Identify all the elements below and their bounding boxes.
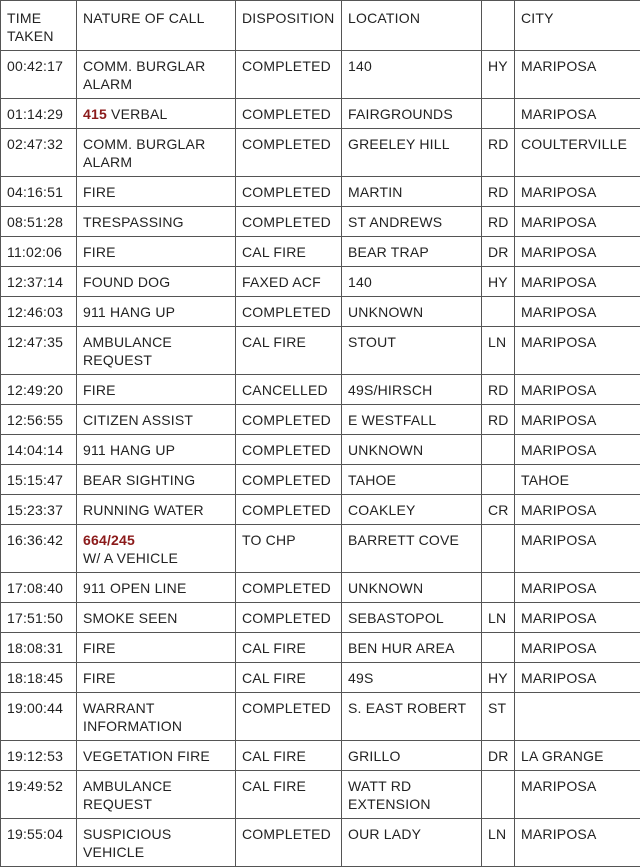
cell-nature-of-call xyxy=(77,633,236,663)
nature-text: FIRE xyxy=(83,640,116,656)
header-suffix xyxy=(482,1,515,51)
cell-nature-of-call xyxy=(77,297,236,327)
cell-nature-of-call xyxy=(77,51,236,99)
cell-suffix: DR xyxy=(482,237,515,267)
cell-nature-of-call xyxy=(77,819,236,867)
cell-nature-of-call xyxy=(77,177,236,207)
cell-location: BEAR TRAP xyxy=(342,237,482,267)
cell-nature-of-call xyxy=(77,573,236,603)
cell-location: GRILLO xyxy=(342,741,482,771)
cell-suffix: RD xyxy=(482,129,515,177)
cell-city: LA GRANGE xyxy=(515,741,640,771)
penal-code: 664/245 xyxy=(83,532,135,548)
cell-time-taken: 01:14:29 xyxy=(1,99,77,129)
cell-time-taken: 12:47:35 xyxy=(1,327,77,375)
cell-nature-of-call xyxy=(77,603,236,633)
cell-city: MARIPOSA xyxy=(515,525,640,573)
header-city: CITY xyxy=(515,1,640,51)
table-row xyxy=(1,207,640,237)
cell-disposition: COMPLETED xyxy=(236,435,342,465)
cell-nature-of-call xyxy=(77,207,236,237)
table-row xyxy=(1,465,640,495)
cell-location: TAHOE xyxy=(342,465,482,495)
cell-nature-of-call xyxy=(77,327,236,375)
cell-city: MARIPOSA xyxy=(515,573,640,603)
table-row xyxy=(1,237,640,267)
nature-text: COMM. BURGLAR ALARM xyxy=(83,58,205,92)
cell-suffix xyxy=(482,633,515,663)
cell-suffix: RD xyxy=(482,177,515,207)
cell-disposition: COMPLETED xyxy=(236,51,342,99)
nature-text: VERBAL xyxy=(107,106,168,122)
cell-city: MARIPOSA xyxy=(515,819,640,867)
cell-location: ST ANDREWS xyxy=(342,207,482,237)
cell-city: MARIPOSA xyxy=(515,51,640,99)
cell-city: MARIPOSA xyxy=(515,405,640,435)
cell-nature-of-call xyxy=(77,693,236,741)
cell-time-taken: 12:46:03 xyxy=(1,297,77,327)
cell-location: 140 xyxy=(342,51,482,99)
cell-disposition: CAL FIRE xyxy=(236,237,342,267)
cell-disposition: COMPLETED xyxy=(236,297,342,327)
cell-location: STOUT xyxy=(342,327,482,375)
cell-nature-of-call xyxy=(77,663,236,693)
cell-suffix xyxy=(482,435,515,465)
header-disposition: DISPOSITION xyxy=(236,1,342,51)
cell-disposition: COMPLETED xyxy=(236,693,342,741)
cell-suffix xyxy=(482,297,515,327)
cell-time-taken: 19:49:52 xyxy=(1,771,77,819)
cell-city: COULTERVILLE xyxy=(515,129,640,177)
cell-location: E WESTFALL xyxy=(342,405,482,435)
cell-time-taken: 12:37:14 xyxy=(1,267,77,297)
cell-nature-of-call xyxy=(77,129,236,177)
nature-text: TRESPASSING xyxy=(83,214,184,230)
cell-disposition: COMPLETED xyxy=(236,465,342,495)
cell-city: MARIPOSA xyxy=(515,267,640,297)
cell-location: UNKNOWN xyxy=(342,573,482,603)
cell-suffix xyxy=(482,525,515,573)
cell-location: 49S xyxy=(342,663,482,693)
cell-time-taken: 18:18:45 xyxy=(1,663,77,693)
cell-time-taken: 08:51:28 xyxy=(1,207,77,237)
cell-time-taken: 19:12:53 xyxy=(1,741,77,771)
nature-text: FIRE xyxy=(83,382,116,398)
table-row xyxy=(1,297,640,327)
table-row xyxy=(1,741,640,771)
table-row xyxy=(1,267,640,297)
cell-city: MARIPOSA xyxy=(515,435,640,465)
table-row xyxy=(1,495,640,525)
cell-time-taken: 11:02:06 xyxy=(1,237,77,267)
cell-time-taken: 15:15:47 xyxy=(1,465,77,495)
cell-disposition: COMPLETED xyxy=(236,99,342,129)
cell-time-taken: 18:08:31 xyxy=(1,633,77,663)
cell-location: GREELEY HILL xyxy=(342,129,482,177)
cell-time-taken: 17:08:40 xyxy=(1,573,77,603)
header-nature-of-call: NATURE OF CALL xyxy=(77,1,236,51)
table-row xyxy=(1,525,640,573)
cell-disposition: CAL FIRE xyxy=(236,771,342,819)
cell-city: MARIPOSA xyxy=(515,99,640,129)
cell-disposition: COMPLETED xyxy=(236,405,342,435)
cell-location: UNKNOWN xyxy=(342,435,482,465)
cell-disposition: COMPLETED xyxy=(236,129,342,177)
cell-suffix xyxy=(482,465,515,495)
nature-text: VEGETATION FIRE xyxy=(83,748,210,764)
cell-city: MARIPOSA xyxy=(515,603,640,633)
penal-code: 415 xyxy=(83,106,107,122)
cell-location: 49S/HIRSCH xyxy=(342,375,482,405)
table-row xyxy=(1,99,640,129)
cell-disposition: COMPLETED xyxy=(236,495,342,525)
nature-text: CITIZEN ASSIST xyxy=(83,412,193,428)
cell-nature-of-call xyxy=(77,741,236,771)
cell-time-taken: 02:47:32 xyxy=(1,129,77,177)
table-row xyxy=(1,375,640,405)
cell-city: MARIPOSA xyxy=(515,237,640,267)
cell-location: FAIRGROUNDS xyxy=(342,99,482,129)
cell-suffix: LN xyxy=(482,327,515,375)
table-row xyxy=(1,693,640,741)
table-row xyxy=(1,51,640,99)
cell-nature-of-call xyxy=(77,405,236,435)
cell-city: MARIPOSA xyxy=(515,495,640,525)
cell-city: MARIPOSA xyxy=(515,207,640,237)
nature-text: 911 HANG UP xyxy=(83,442,175,458)
cell-location: BEN HUR AREA xyxy=(342,633,482,663)
cell-suffix: HY xyxy=(482,51,515,99)
cell-city xyxy=(515,693,640,741)
header-row xyxy=(1,1,640,51)
nature-text: FIRE xyxy=(83,670,116,686)
nature-text: BEAR SIGHTING xyxy=(83,472,195,488)
cell-suffix: RD xyxy=(482,375,515,405)
header-location: LOCATION xyxy=(342,1,482,51)
cell-disposition: CAL FIRE xyxy=(236,327,342,375)
cell-disposition: CAL FIRE xyxy=(236,633,342,663)
cell-time-taken: 14:04:14 xyxy=(1,435,77,465)
cell-disposition: CANCELLED xyxy=(236,375,342,405)
cell-city: TAHOE xyxy=(515,465,640,495)
table-row xyxy=(1,327,640,375)
nature-text: SMOKE SEEN xyxy=(83,610,178,626)
table-row xyxy=(1,129,640,177)
table-row xyxy=(1,819,640,867)
cell-time-taken: 12:49:20 xyxy=(1,375,77,405)
cell-disposition: COMPLETED xyxy=(236,573,342,603)
cell-location: OUR LADY xyxy=(342,819,482,867)
cell-suffix xyxy=(482,99,515,129)
cell-suffix xyxy=(482,573,515,603)
table-row xyxy=(1,663,640,693)
cell-suffix: RD xyxy=(482,405,515,435)
table-row xyxy=(1,435,640,465)
cell-disposition: COMPLETED xyxy=(236,603,342,633)
cell-location: WATT RD EXTENSION xyxy=(342,771,482,819)
cell-nature-of-call xyxy=(77,435,236,465)
cell-disposition: CAL FIRE xyxy=(236,663,342,693)
cell-nature-of-call xyxy=(77,771,236,819)
cell-disposition: CAL FIRE xyxy=(236,741,342,771)
cell-city: MARIPOSA xyxy=(515,177,640,207)
nature-text: COMM. BURGLAR ALARM xyxy=(83,136,205,170)
table-row xyxy=(1,405,640,435)
cell-time-taken: 16:36:42 xyxy=(1,525,77,573)
cell-suffix: RD xyxy=(482,207,515,237)
cell-location: S. EAST ROBERT xyxy=(342,693,482,741)
cell-time-taken: 19:55:04 xyxy=(1,819,77,867)
cell-suffix: DR xyxy=(482,741,515,771)
cell-suffix: ST xyxy=(482,693,515,741)
cell-city: MARIPOSA xyxy=(515,771,640,819)
cell-nature-of-call xyxy=(77,495,236,525)
table-row xyxy=(1,771,640,819)
cell-nature-of-call xyxy=(77,375,236,405)
cell-suffix: CR xyxy=(482,495,515,525)
nature-text: SUSPICIOUS VEHICLE xyxy=(83,826,171,860)
cell-city: MARIPOSA xyxy=(515,633,640,663)
cell-suffix: LN xyxy=(482,603,515,633)
cell-time-taken: 04:16:51 xyxy=(1,177,77,207)
cell-nature-of-call xyxy=(77,465,236,495)
nature-text: RUNNING WATER xyxy=(83,502,204,518)
cell-disposition: COMPLETED xyxy=(236,177,342,207)
cell-location: COAKLEY xyxy=(342,495,482,525)
nature-text: 911 OPEN LINE xyxy=(83,580,187,596)
cell-location: SEBASTOPOL xyxy=(342,603,482,633)
cell-disposition: COMPLETED xyxy=(236,207,342,237)
cell-nature-of-call xyxy=(77,237,236,267)
cell-location: UNKNOWN xyxy=(342,297,482,327)
header-time-taken: TIME TAKEN xyxy=(1,1,77,51)
cell-nature-of-call xyxy=(77,525,236,573)
cell-location: 140 xyxy=(342,267,482,297)
call-log-body xyxy=(1,51,640,867)
table-row xyxy=(1,633,640,663)
cell-disposition: FAXED ACF xyxy=(236,267,342,297)
cell-suffix xyxy=(482,771,515,819)
nature-text: WARRANT INFORMATION xyxy=(83,700,182,734)
nature-text: 911 HANG UP xyxy=(83,304,175,320)
table-row xyxy=(1,603,640,633)
cell-time-taken: 12:56:55 xyxy=(1,405,77,435)
cell-location: MARTIN xyxy=(342,177,482,207)
cell-time-taken: 00:42:17 xyxy=(1,51,77,99)
cell-disposition: COMPLETED xyxy=(236,819,342,867)
cell-time-taken: 17:51:50 xyxy=(1,603,77,633)
nature-text: FIRE xyxy=(83,244,116,260)
nature-text: AMBULANCE REQUEST xyxy=(83,778,172,812)
cell-suffix: LN xyxy=(482,819,515,867)
cell-city: MARIPOSA xyxy=(515,663,640,693)
nature-text: FOUND DOG xyxy=(83,274,170,290)
cell-nature-of-call xyxy=(77,267,236,297)
cell-location: BARRETT COVE xyxy=(342,525,482,573)
cell-suffix: HY xyxy=(482,663,515,693)
nature-text: FIRE xyxy=(83,184,116,200)
cell-city: MARIPOSA xyxy=(515,297,640,327)
table-row xyxy=(1,177,640,207)
cell-suffix: HY xyxy=(482,267,515,297)
cell-disposition: TO CHP xyxy=(236,525,342,573)
nature-text: AMBULANCE REQUEST xyxy=(83,334,172,368)
table-row xyxy=(1,573,640,603)
nature-text: W/ A VEHICLE xyxy=(83,550,178,566)
cell-city: MARIPOSA xyxy=(515,327,640,375)
cell-city: MARIPOSA xyxy=(515,375,640,405)
cell-time-taken: 15:23:37 xyxy=(1,495,77,525)
cell-nature-of-call xyxy=(77,99,236,129)
cell-time-taken: 19:00:44 xyxy=(1,693,77,741)
